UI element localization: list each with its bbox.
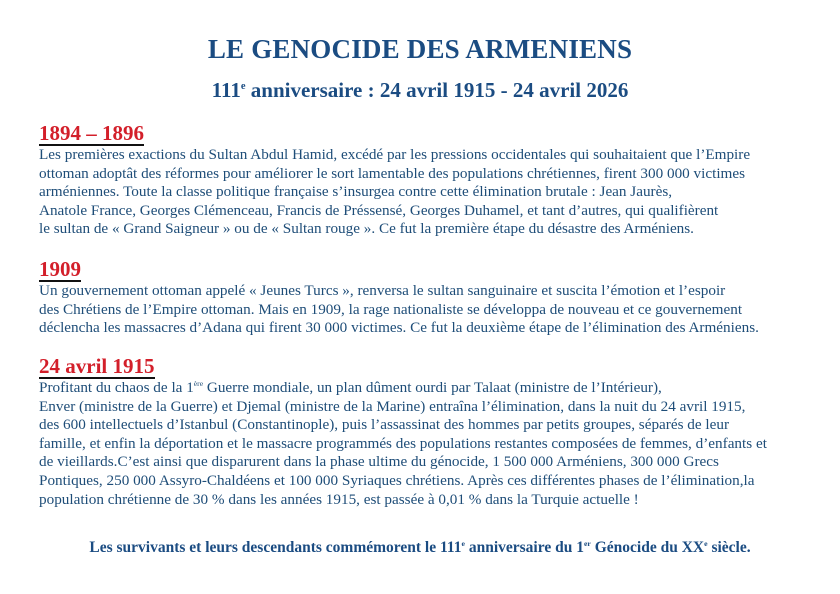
paragraph-line: Pontiques, 250 000 Assyro-Chaldéens et 100 000 Syriaques chrétiens. Après ces différentes phases de l’élimination,la <box>39 471 755 489</box>
section-24-avril-1915 <box>39 354 829 509</box>
paragraph-line: des Chrétiens de l’Empire ottoman. Mais en 1909, la rage nationaliste se développa de nouveau et ce gouvernement <box>39 300 743 318</box>
line-text: Guerre mondiale, un plan dûment ourdi par Talaat (ministre de l’Intérieur), <box>203 379 662 396</box>
subtitle-text: anniversaire : 24 avril 1915 - 24 avril 2026 <box>245 78 629 102</box>
paragraph-line <box>39 379 829 398</box>
footer-text: Génocide du XX <box>590 539 705 556</box>
subtitle-superscript: e <box>240 81 246 92</box>
footer-text: Les survivants et leurs descendants commémorent le 111 <box>89 539 462 556</box>
paragraph-line: population chrétienne de 30 % dans les années 1915, est passée à 0,01 % dans la Turquie actuelle ! <box>39 490 639 508</box>
paragraph-line: Enver (ministre de la Guerre) et Djemal (ministre de la Marine) entraîna l’élimination, dans la nuit du 24 avril 1915, <box>39 397 746 415</box>
footer-text: anniversaire du 1 <box>464 539 584 556</box>
ordinal-superscript: ère <box>193 378 204 388</box>
paragraph-line: le sultan de « Grand Saigneur » ou de « Sultan rouge ». Ce fut la première étape du désastre des Arméniens. <box>39 220 694 238</box>
paragraph-line: Anatole France, Georges Clémenceau, Francis de Préssensé, Georges Duhamel, et tant d’autres, qui qualifièrent <box>39 201 719 219</box>
subtitle-number: 111 <box>211 78 241 102</box>
paragraph-line: des 600 intellectuels d’Istanbul (Constantinople), puis l’assassinat des hommes par petits groupes, séparés de leur <box>39 416 730 434</box>
section-1909 <box>39 257 829 338</box>
paragraph-line: Les premières exactions du Sultan Abdul Hamid, excédé par les pressions occidentales qui souhaitaient que l’Empire <box>39 146 751 163</box>
footer-sup: e <box>461 538 465 548</box>
paragraph-line: de vieillards.C’est ainsi que disparurent dans la phase ultime du génocide, 1 500 000 Arméniens, 300 000 Grecs <box>39 453 719 471</box>
section-heading: 1909 <box>39 257 81 281</box>
section-1894-1896 <box>39 121 829 239</box>
document-title: LE GENOCIDE DES ARMENIENS <box>207 34 633 64</box>
paragraph-line: arméniennes. Toute la classe politique française s’insurgea contre cette élimination brutale : Jean Jaurès, <box>39 183 673 201</box>
paragraph-line: famille, et enfin la déportation et le massacre programmés des populations restantes composées de femmes, d’enfants et <box>39 434 767 452</box>
paragraph-line: ottoman adoptât des réformes pour améliorer le sort lamentable des populations chrétiennes, firent 300 000 victimes <box>39 164 746 182</box>
document-subtitle <box>0 78 840 103</box>
section-heading: 1894 – 1896 <box>39 121 144 145</box>
line-text: Profitant du chaos de la 1 <box>39 379 194 396</box>
section-heading: 24 avril 1915 <box>39 354 155 378</box>
footer-sup: er <box>583 538 591 548</box>
footer-statement <box>0 539 840 557</box>
footer-sup: e <box>704 538 708 548</box>
paragraph-line: Un gouvernement ottoman appelé « Jeunes Turcs », renversa le sultan sanguinaire et suscita l’émotion et l’espoir <box>39 282 726 299</box>
footer-text: siècle. <box>707 539 751 556</box>
paragraph-line: déclencha les massacres d’Adana qui firent 30 000 victimes. Ce fut la deuxième étape de l’élimination des Arméniens. <box>39 319 759 337</box>
